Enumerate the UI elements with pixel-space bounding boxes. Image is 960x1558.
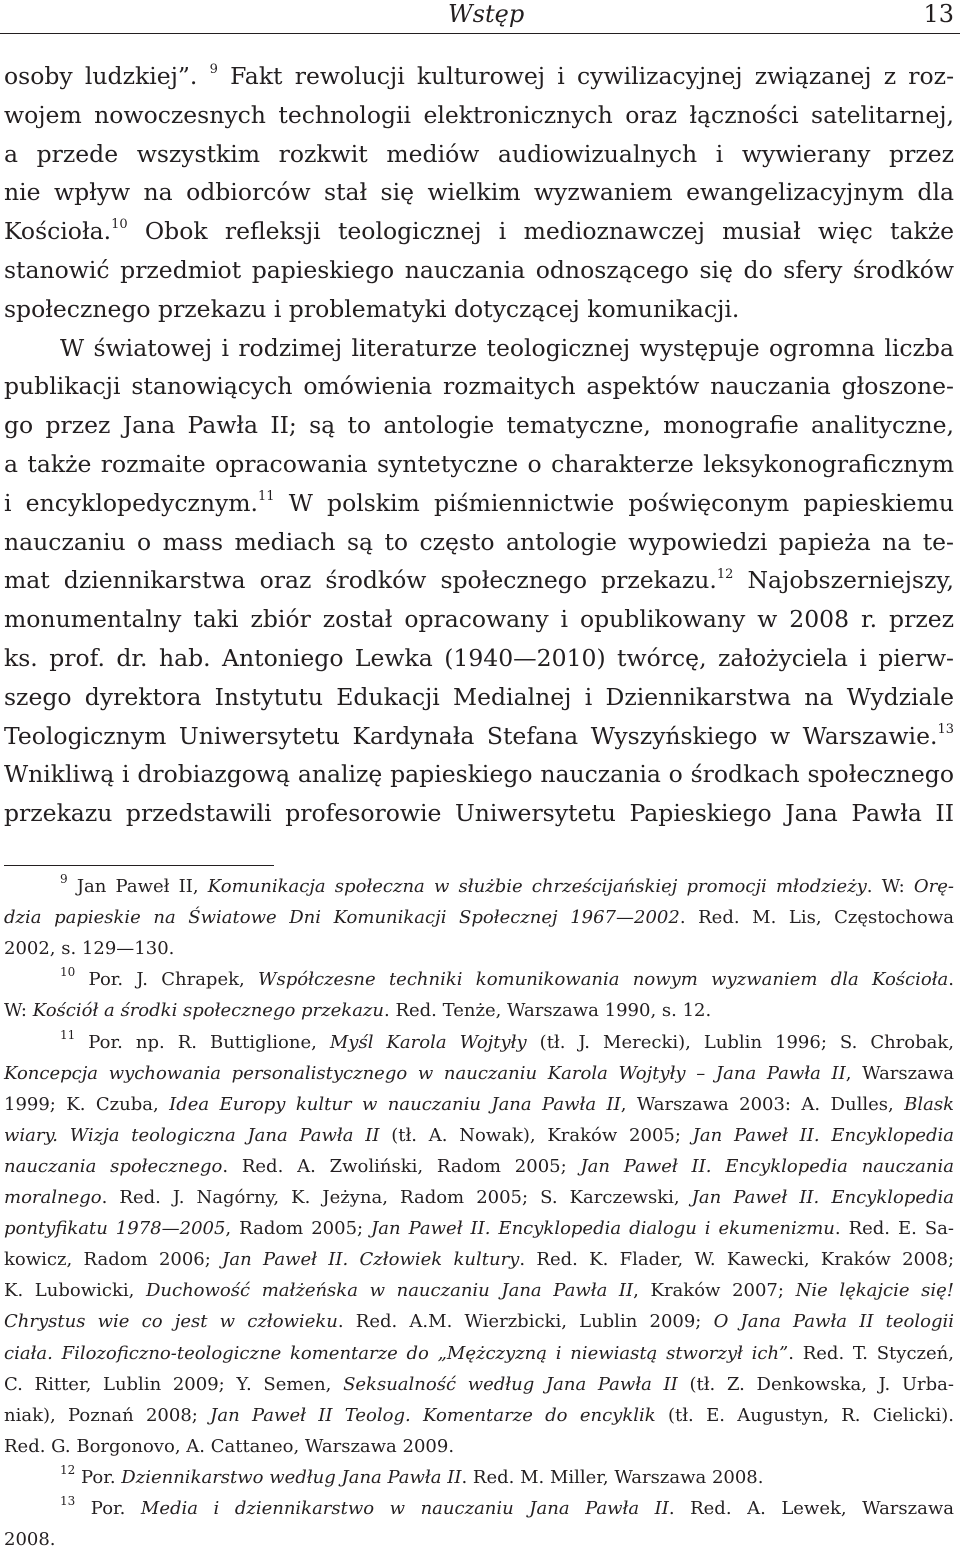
footnote-mark: 10 (60, 965, 76, 980)
text-run: niak), Poznań 2008; (4, 1404, 211, 1426)
italic-title: Orę- (913, 876, 954, 897)
text-line (4, 677, 954, 717)
text-run: osoby ludzkiej”. (4, 62, 210, 90)
text-run: nauczaniu o mass mediach są to często antologie wypowiedzi papieża na te- (4, 527, 954, 556)
text-line (4, 716, 954, 756)
footnote-line (4, 1276, 954, 1306)
text-run: społecznego przekazu i problematyki dotyczącej komunikacji. (4, 294, 740, 323)
footnote-mark: 11 (258, 488, 275, 504)
text-run: Por. (75, 1498, 141, 1519)
running-header-title: Wstęp (448, 0, 525, 28)
text-line (4, 638, 954, 678)
text-run: (tł. Z. Denkowska, J. Urba- (677, 1373, 954, 1395)
text-run: Por. J. Chrapek, (75, 969, 259, 991)
text-run: wojem nowoczesnych technologii elektronicznych oraz łączności satelitarnej, (4, 100, 954, 129)
text-run: . (948, 969, 955, 991)
text-run: mat dziennikarstwa oraz środków społecznego przekazu. (4, 566, 717, 595)
text-line (4, 134, 954, 174)
text-run: (tł. J. Merecki), Lublin 1996; S. Chrobak, (526, 1031, 955, 1053)
footnote-mark: 11 (60, 1027, 76, 1042)
text-run: 2002, s. 129—130. (4, 938, 175, 960)
italic-title: Komunikacja społeczna w służbie chrześcijańskiej promocji młodzieży (207, 876, 867, 897)
footnote-line (4, 1059, 954, 1089)
text-run: Kościoła. (4, 217, 112, 246)
text-run: . Red. M. Lis, Częstochowa (679, 907, 954, 929)
footnote-line (60, 1028, 954, 1058)
footnote-line (4, 1339, 954, 1369)
text-run: . Red. Tenże, Warszawa 1990, s. 12. (384, 1000, 712, 1022)
footnote-line (4, 934, 954, 964)
text-line (4, 56, 954, 96)
italic-title: Jan Paweł II Teolog. Komentarze do encyklik (210, 1404, 656, 1426)
italic-title: Jan Paweł II. Encyklopedia dialogu i ekumenizmu (371, 1218, 835, 1240)
italic-title: Jan Paweł II. Człowiek kultury (222, 1249, 520, 1271)
text-run: , Warszawa (845, 1062, 954, 1084)
italic-title: Współczesne techniki komunikowania nowym wyzwaniem dla Kościoła (258, 969, 949, 991)
text-run: W: (4, 1000, 33, 1022)
text-run: . Red. A.M. Wierzbicki, Lublin 2009; (337, 1311, 714, 1333)
footnote-line (4, 1090, 954, 1120)
footnote-line (60, 965, 954, 995)
text-run: kowicz, Radom 2006; (4, 1249, 223, 1271)
italic-title: Media i dziennikarstwo w nauczaniu Jana Pawła II (140, 1498, 669, 1519)
footnote-line (4, 903, 954, 933)
text-run: . Red. T. Styczeń, (788, 1342, 954, 1364)
text-run: ks. prof. dr. hab. Antoniego Lewka (1940—2010) twórcę, założyciela i pierw- (4, 644, 954, 672)
text-line (4, 444, 954, 484)
text-run: . Red. K. Flader, W. Kawecki, Kraków 2008; (519, 1249, 955, 1271)
text-run: go przez Jana Pawła II; są to antologie tematyczne, monografie analityczne, (4, 411, 954, 440)
text-run: (tł. E. Augustyn, R. Cielicki). (655, 1404, 955, 1426)
text-run: , Kraków 2007; (633, 1280, 796, 1302)
text-run: Jan Paweł II, (67, 876, 208, 897)
text-run: , Radom 2005; (225, 1218, 372, 1240)
text-run: Red. G. Borgonovo, A. Cattaneo, Warszawa 2009. (4, 1435, 455, 1457)
footnote-line (4, 1183, 954, 1213)
text-run: monumentalny taki zbiór został opracowany i opublikowany w 2008 r. przez (4, 605, 954, 634)
text-line (4, 483, 954, 523)
footnote-line (4, 1525, 954, 1555)
italic-title: Myśl Karola Wojtyły (329, 1031, 527, 1053)
italic-title: Kościół a środki społecznego przekazu (32, 1000, 384, 1022)
italic-title: Blask (904, 1093, 955, 1115)
text-line (4, 211, 954, 251)
text-run: W światowej i rodzimej literaturze teologicznej występuje ogromna liczba (60, 333, 954, 362)
footnote-line (4, 1245, 954, 1275)
italic-title: Jan Paweł II. Encyklopedia (692, 1124, 954, 1146)
text-line (4, 366, 954, 406)
italic-title: pontyfikatu 1978—2005 (4, 1218, 226, 1240)
text-line (4, 405, 954, 445)
text-line (4, 522, 954, 562)
footnote-line (4, 1432, 954, 1462)
footnote-mark: 10 (111, 217, 128, 233)
text-line (4, 754, 954, 794)
italic-title: nauczania społecznego (4, 1155, 223, 1177)
italic-title: Duchowość małżeńska w nauczaniu Jana Pawła II (145, 1280, 634, 1302)
text-run: Najobszerniejszy, (733, 566, 954, 595)
text-run: Fakt rewolucji kulturowej i cywilizacyjnej związanej z roz- (217, 62, 955, 90)
header-rule (0, 33, 960, 34)
text-line (4, 172, 954, 212)
text-run: nie wpływ na odbiorców stał się wielkim wyzwaniem ewangelizacyjnym dla (4, 178, 954, 207)
italic-title: Seksualność według Jana Pawła II (343, 1373, 678, 1395)
text-run: (tł. A. Nowak), Kraków 2005; (379, 1124, 693, 1146)
italic-title: Chrystus wie co jest w człowieku (4, 1311, 338, 1333)
italic-title: moralnego (4, 1187, 102, 1208)
italic-title: dzia papieskie na Światowe Dni Komunikacji Społecznej 1967—2002 (4, 907, 680, 929)
text-run: C. Ritter, Lublin 2009; Y. Semen, (4, 1373, 344, 1395)
footnote-line (60, 1494, 954, 1524)
footnote-line (60, 872, 954, 902)
text-line (4, 250, 954, 290)
footnote-mark: 13 (937, 721, 954, 737)
text-run: a przede wszystkim rozkwit mediów audiowizualnych i wywierany przez (4, 139, 954, 168)
footnote-mark: 9 (60, 872, 68, 886)
footnote-line (4, 1370, 954, 1400)
footnote-line (4, 1152, 954, 1182)
text-run: , Warszawa 2003: A. Dulles, (620, 1093, 905, 1115)
text-run: . Red. M. Miller, Warszawa 2008. (461, 1466, 764, 1488)
text-run: stanowić przedmiot papieskiego nauczania odnoszącego się do sfery środków (4, 256, 954, 284)
text-run: Teologicznym Uniwersytetu Kardynała Stefana Wyszyńskiego w Warszawie. (4, 721, 938, 750)
footnote-line (4, 996, 954, 1026)
text-run: 2008. (4, 1529, 56, 1551)
text-run: i encyklopedycznym. (4, 488, 259, 517)
text-run: Obok refleksji teologicznej i medioznawczej musiał więc także (127, 217, 954, 246)
text-run: Por. np. R. Buttiglione, (75, 1031, 330, 1053)
text-run: a także rozmaite opracowania syntetyczne o charakterze leksykonograficznym (4, 450, 954, 478)
text-run: 1999; K. Czuba, (4, 1093, 170, 1115)
italic-title: Dziennikarstwo według Jana Pawła II (121, 1466, 462, 1488)
footnote-separator (4, 865, 274, 866)
text-line (4, 95, 954, 135)
footnote-mark: 13 (60, 1494, 76, 1508)
footnote-mark: 12 (716, 566, 734, 582)
italic-title: wiary. Wizja teologiczna Jana Pawła II (4, 1124, 380, 1146)
footnote-line (4, 1401, 954, 1431)
text-run: W polskim piśmiennictwie poświęconym papieskiemu (274, 488, 954, 517)
text-run: Wnikliwą i drobiazgową analizę papieskiego nauczania o środkach społecznego (4, 760, 954, 789)
text-run: . Red. J. Nagórny, K. Jeżyna, Radom 2005; S. Karczewski, (101, 1187, 692, 1208)
footnote-mark: 9 (209, 62, 218, 78)
text-run: K. Lubowicki, (4, 1280, 146, 1302)
italic-title: Idea Europy kultur w nauczaniu Jana Pawła II (169, 1093, 621, 1115)
text-line (60, 328, 954, 368)
italic-title: O Jana Pawła II teologii (713, 1311, 954, 1333)
footnote-line (4, 1214, 954, 1244)
italic-title: ciała. Filozoficzno-teologiczne komentarze do „Mężczyzną i niewiastą stworzył ich” (4, 1342, 789, 1364)
text-run: przekazu przedstawili profesorowie Uniwersytetu Papieskiego Jana Pawła II (4, 799, 954, 828)
text-run: . Red. A. Zwoliński, Radom 2005; (222, 1155, 581, 1177)
italic-title: Nie lękajcie się! (795, 1280, 954, 1302)
text-run: publikacji stanowiących omówienia rozmaitych aspektów nauczania głoszone- (4, 372, 954, 401)
text-line (4, 793, 954, 833)
text-run: Por. (75, 1466, 122, 1488)
footnote-line (4, 1121, 954, 1151)
footnote-mark: 12 (60, 1462, 76, 1477)
page-number: 13 (923, 0, 954, 28)
text-line (4, 560, 954, 600)
italic-title: Jan Paweł II. Encyklopedia nauczania (580, 1155, 954, 1177)
text-run: . Red. A. Lewek, Warszawa (668, 1498, 955, 1519)
italic-title: Jan Paweł II. Encyklopedia (691, 1187, 955, 1208)
text-line (4, 289, 954, 329)
footnote-line (4, 1307, 954, 1337)
text-run: szego dyrektora Instytutu Edukacji Medialnej i Dziennikarstwa na Wydziale (4, 682, 954, 711)
text-line (4, 599, 954, 639)
text-run: . Red. E. Sa- (834, 1218, 954, 1240)
text-run: . W: (866, 876, 914, 897)
italic-title: Koncepcja wychowania personalistycznego w nauczaniu Karola Wojtyły – Jana Pawła II (4, 1062, 846, 1084)
footnote-line (60, 1463, 954, 1493)
running-header (0, 0, 960, 34)
